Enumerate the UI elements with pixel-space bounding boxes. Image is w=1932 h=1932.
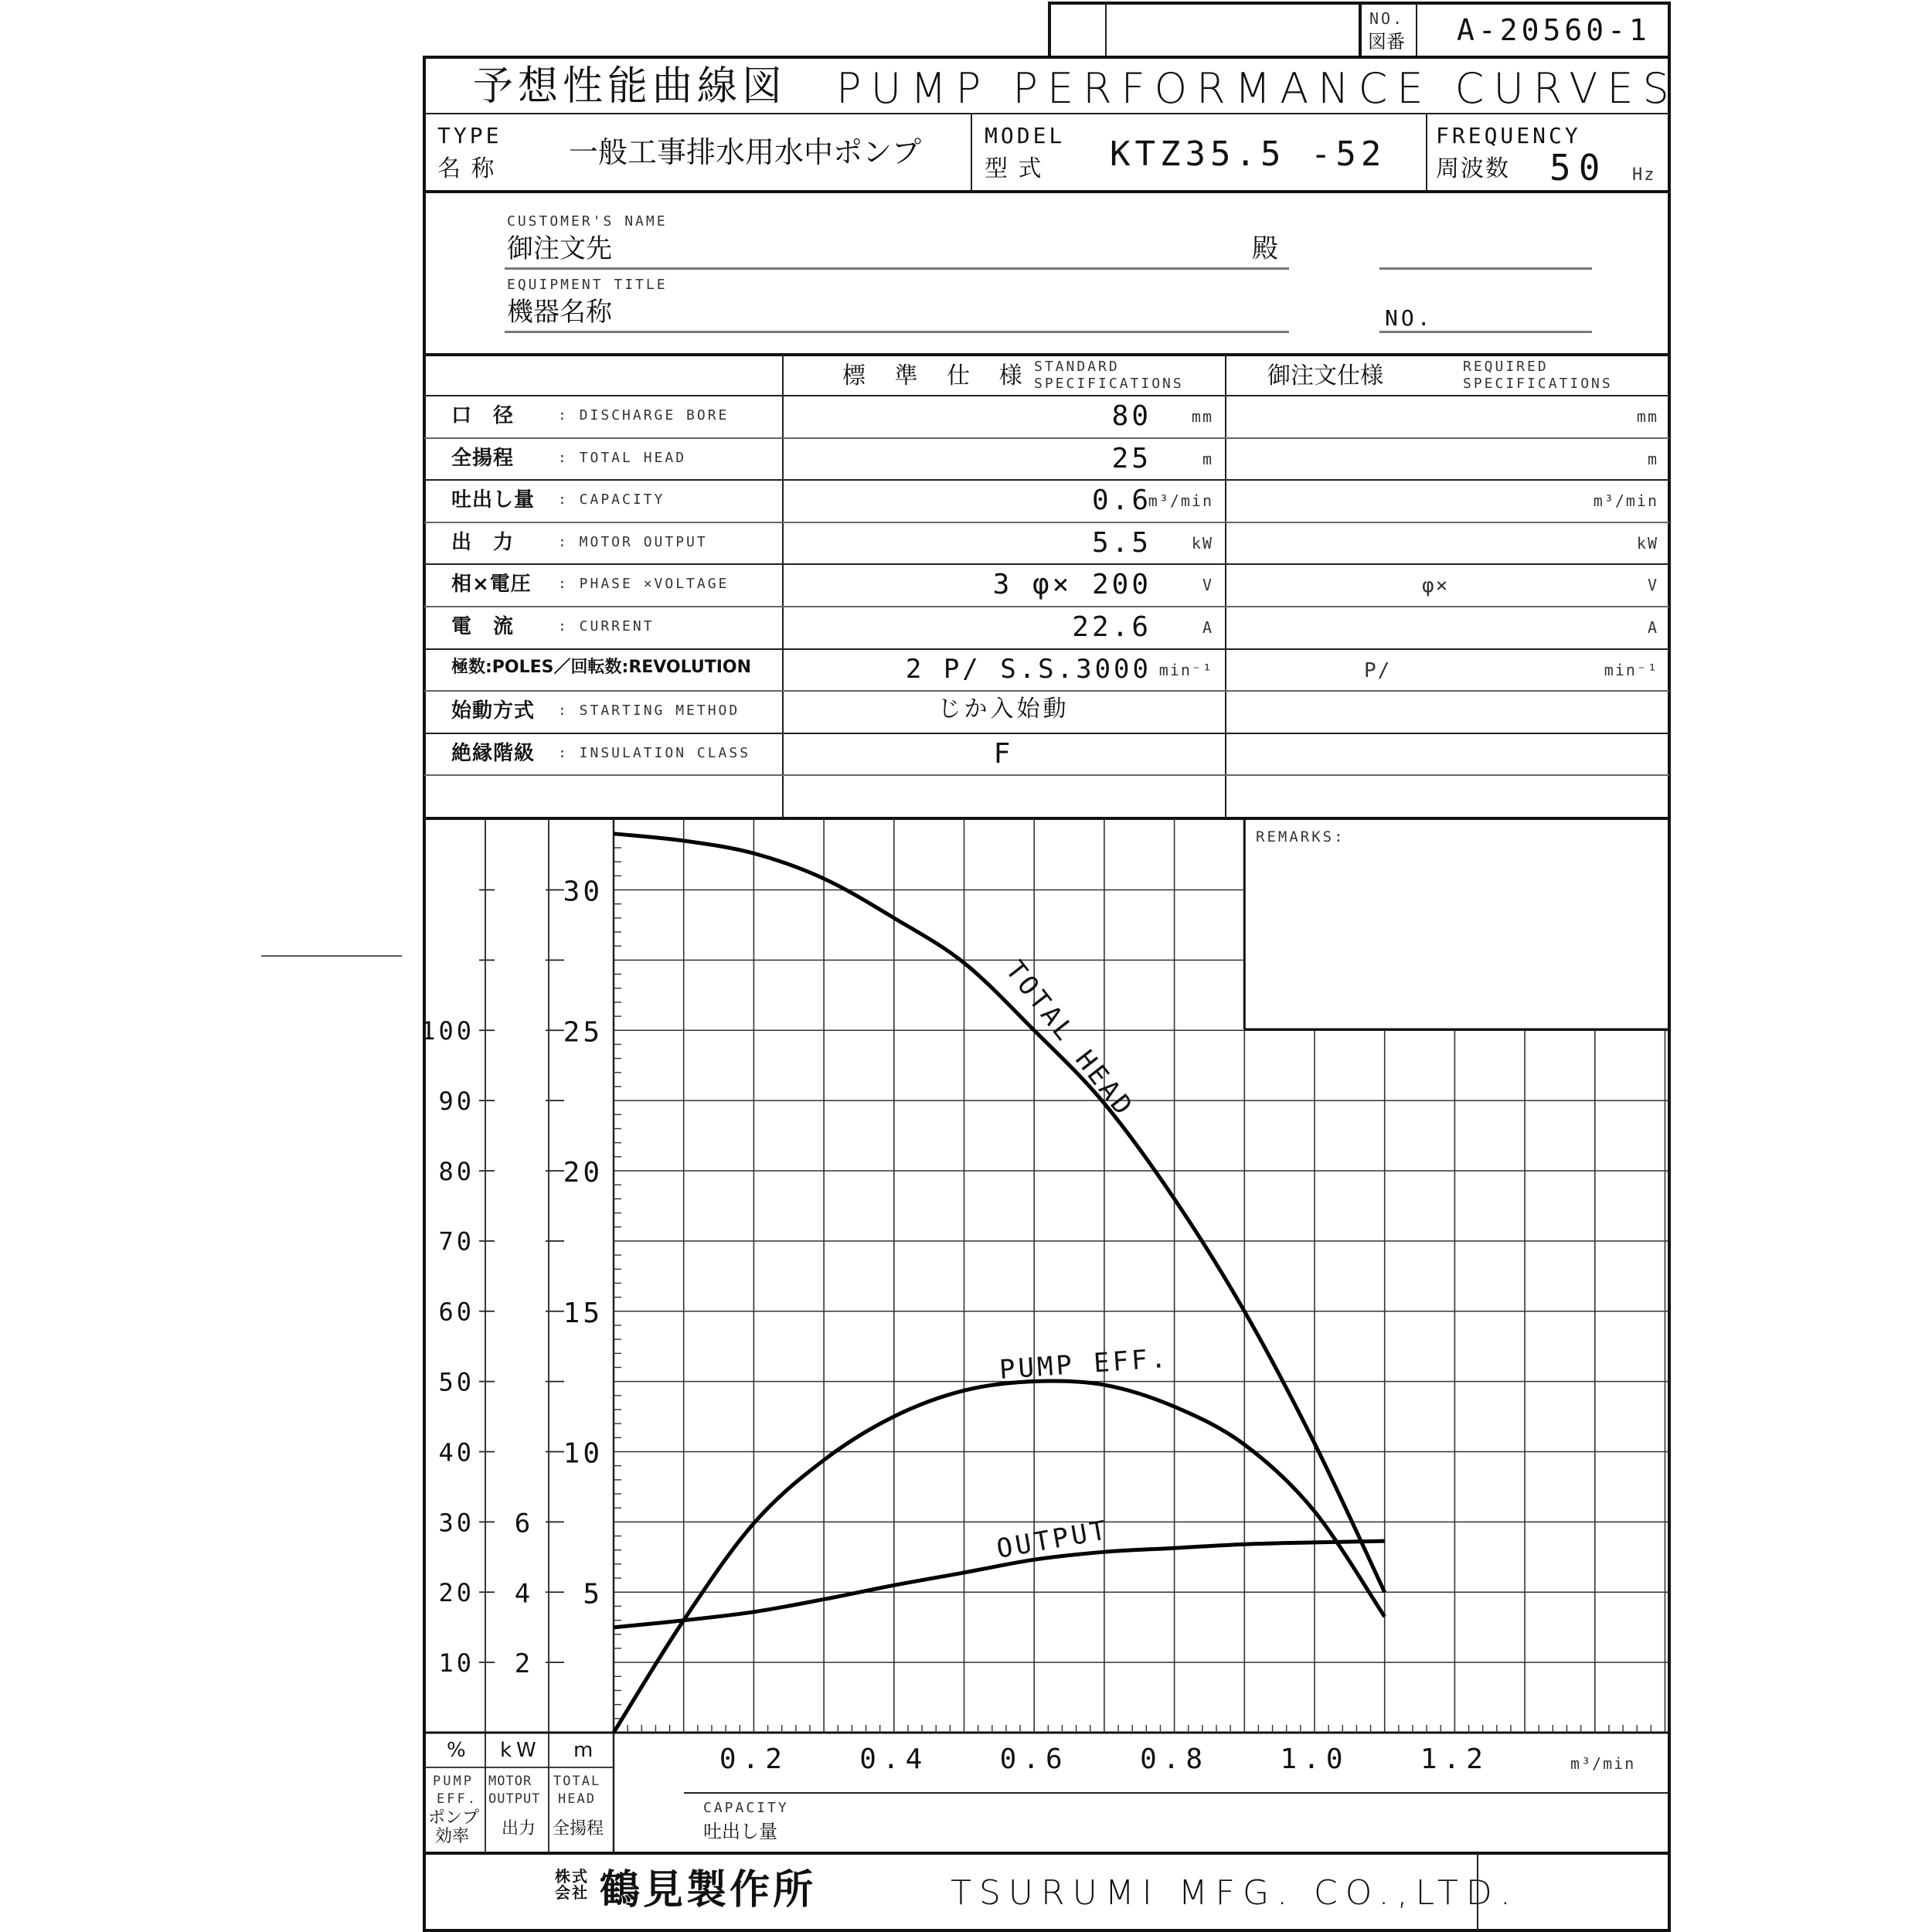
head-tick-label: 10 bbox=[563, 1437, 603, 1470]
spec-required-unit: mm bbox=[1636, 407, 1658, 426]
spec-standard-value: 0.6 bbox=[1091, 485, 1151, 517]
spec-label-en: : DISCHARGE BORE bbox=[558, 407, 730, 423]
spec-required-unit: kW bbox=[1636, 533, 1658, 553]
frequency-label-jp: 周波数 bbox=[1436, 155, 1510, 182]
spec-standard-unit: A bbox=[1202, 618, 1213, 637]
kw-label-en-2: OUTPUT bbox=[488, 1791, 541, 1807]
kw-tick-label: 6 bbox=[514, 1508, 531, 1539]
kw-label-jp: 出力 bbox=[502, 1819, 536, 1838]
spec-label-jp: 出 力 bbox=[451, 530, 515, 554]
spec-label-jp: 口 径 bbox=[451, 404, 515, 427]
spec-standard-unit: min⁻¹ bbox=[1158, 660, 1213, 679]
spec-label-jp: 相×電圧 bbox=[451, 573, 532, 597]
head-tick-label: 20 bbox=[563, 1157, 603, 1189]
frequency-label-en: FREQUENCY bbox=[1436, 123, 1581, 148]
frequency-value: 50 bbox=[1549, 147, 1608, 189]
equipment-title-label-en: EQUIPMENT TITLE bbox=[507, 277, 668, 293]
head-label-jp: 全揚程 bbox=[553, 1819, 604, 1838]
required-spec-header-en-1: REQUIRED bbox=[1463, 359, 1549, 375]
eff-tick-label: 90 bbox=[438, 1086, 474, 1116]
spec-standard-value: 2 P/ S.S.3000 bbox=[905, 653, 1151, 685]
spec-label-jp: 全揚程 bbox=[451, 446, 515, 470]
eff-tick-label: 30 bbox=[438, 1508, 474, 1538]
remarks-label: REMARKS: bbox=[1256, 828, 1345, 845]
spec-label-en: : CAPACITY bbox=[558, 492, 665, 509]
standard-spec-header-jp: 標 準 仕 様 bbox=[842, 362, 1033, 389]
equipment-no-label: NO. bbox=[1385, 305, 1434, 331]
spec-label-jp: 絶縁階級 bbox=[451, 741, 536, 765]
spec-required-unit: V bbox=[1647, 576, 1658, 595]
customer-name-label-en: CUSTOMER'S NAME bbox=[507, 213, 668, 230]
spec-standard-value: 25 bbox=[1111, 442, 1151, 474]
drawing-number-label-jp: 図番 bbox=[1368, 31, 1405, 53]
spec-label-jp: 吐出し量 bbox=[451, 488, 536, 512]
x-tick-label: 1.0 bbox=[1280, 1743, 1349, 1775]
total-head-annotation: TOTAL HEAD bbox=[998, 954, 1141, 1124]
spec-standard-value: じか入始動 bbox=[937, 696, 1070, 723]
head-label-en-1: TOTAL bbox=[553, 1774, 601, 1789]
spec-required-unit: m bbox=[1647, 449, 1658, 468]
type-label-jp: 名 称 bbox=[437, 155, 496, 182]
eff-tick-label: 100 bbox=[420, 1016, 474, 1046]
title-jp: 予想性能曲線図 bbox=[473, 63, 787, 110]
spec-required-unit: A bbox=[1647, 618, 1658, 637]
eff-tick-label: 60 bbox=[438, 1297, 474, 1327]
eff-tick-label: 10 bbox=[438, 1648, 474, 1679]
head-tick-label: 5 bbox=[583, 1578, 603, 1611]
head-label-en-2: HEAD bbox=[558, 1791, 596, 1807]
x-tick-label: 1.2 bbox=[1420, 1743, 1489, 1775]
spec-standard-value: 3 φ× 200 bbox=[992, 569, 1151, 601]
x-label-jp: 吐出し量 bbox=[703, 1821, 777, 1842]
spec-label-en: : TOTAL HEAD bbox=[558, 449, 687, 466]
eff-tick-label: 80 bbox=[438, 1156, 474, 1186]
eff-tick-label: 40 bbox=[438, 1437, 474, 1468]
spec-required-field: P/ bbox=[1364, 658, 1392, 682]
spec-label-jp: 極数:POLES／回転数:REVOLUTION bbox=[451, 657, 752, 677]
x-unit: m³/min bbox=[1570, 1754, 1636, 1773]
spec-standard-unit: V bbox=[1202, 576, 1213, 595]
pump-eff-annotation: PUMP EFF. bbox=[998, 1342, 1171, 1386]
head-unit: m bbox=[573, 1739, 594, 1762]
spec-required-field: φ× bbox=[1422, 574, 1450, 598]
company-name-en: TSURUMI MFG. CO.,LTD. bbox=[951, 1873, 1519, 1913]
kw-tick-label: 4 bbox=[514, 1578, 531, 1610]
spec-standard-unit: kW bbox=[1191, 533, 1213, 553]
spec-label-jp: 始動方式 bbox=[451, 699, 536, 723]
model-value: KTZ35.5 -52 bbox=[1110, 134, 1386, 174]
x-tick-label: 0.2 bbox=[719, 1743, 788, 1775]
spec-label-en: : STARTING METHOD bbox=[558, 702, 740, 719]
eff-tick-label: 20 bbox=[438, 1578, 474, 1608]
spec-label-en: : INSULATION CLASS bbox=[558, 744, 751, 761]
type-value: 一般工事排水用水中ポンプ bbox=[569, 135, 922, 169]
type-label-en: TYPE bbox=[437, 123, 502, 148]
total-head-curve bbox=[614, 834, 1385, 1592]
required-spec-header-jp: 御注文仕様 bbox=[1267, 362, 1383, 389]
kw-tick-label: 2 bbox=[514, 1648, 531, 1680]
eff-label-en-2: EFF. bbox=[437, 1791, 478, 1807]
spec-label-jp: 電 流 bbox=[451, 615, 515, 638]
frequency-unit: Hz bbox=[1632, 165, 1656, 185]
eff-unit: % bbox=[447, 1739, 466, 1762]
spec-standard-unit: m³/min bbox=[1148, 492, 1213, 511]
eff-label-en-1: PUMP bbox=[433, 1774, 474, 1789]
spec-required-unit: min⁻¹ bbox=[1604, 660, 1658, 679]
eff-tick-label: 70 bbox=[438, 1226, 474, 1257]
standard-spec-header-en-1: STANDARD bbox=[1034, 359, 1120, 375]
spec-standard-unit: m bbox=[1202, 449, 1213, 468]
kw-label-en-1: MOTOR bbox=[488, 1774, 532, 1789]
model-label-jp: 型 式 bbox=[985, 155, 1043, 182]
spec-standard-value: 80 bbox=[1111, 400, 1151, 432]
eff-tick-label: 50 bbox=[438, 1367, 474, 1397]
model-label-en: MODEL bbox=[985, 123, 1066, 148]
company-logo-jp: 鶴見製作所 bbox=[600, 1866, 817, 1913]
spec-label-en: : PHASE ×VOLTAGE bbox=[558, 576, 730, 593]
spec-required-unit: m³/min bbox=[1593, 492, 1658, 511]
output-annotation: OUTPUT bbox=[994, 1514, 1112, 1565]
spec-label-en: : MOTOR OUTPUT bbox=[558, 533, 708, 550]
equipment-title-label-jp: 機器名称 bbox=[507, 297, 612, 328]
spec-label-en: : CURRENT bbox=[558, 618, 655, 634]
x-label-en: CAPACITY bbox=[703, 1800, 789, 1816]
title-en: PUMP PERFORMANCE CURVES bbox=[836, 64, 1679, 113]
x-tick-label: 0.4 bbox=[859, 1743, 929, 1775]
drawing-number-label-en: NO. bbox=[1369, 9, 1405, 28]
x-tick-label: 0.8 bbox=[1140, 1743, 1209, 1775]
spec-standard-unit: mm bbox=[1191, 407, 1213, 426]
kw-unit: kW bbox=[500, 1739, 541, 1762]
head-tick-label: 25 bbox=[563, 1016, 603, 1049]
logo-small: 株式会社 bbox=[555, 1867, 589, 1902]
required-spec-header-en-2: SPECIFICATIONS bbox=[1463, 376, 1613, 392]
eff-label-jp-2: 効率 bbox=[435, 1827, 470, 1846]
spec-standard-value: 5.5 bbox=[1091, 526, 1151, 559]
standard-spec-header-en-2: SPECIFICATIONS bbox=[1034, 376, 1184, 392]
x-tick-label: 0.6 bbox=[999, 1743, 1069, 1775]
drawing-number: A-20560-1 bbox=[1457, 13, 1651, 47]
honorific: 殿 bbox=[1252, 233, 1278, 264]
customer-name-label-jp: 御注文先 bbox=[507, 233, 612, 264]
spec-standard-value: F bbox=[993, 737, 1014, 770]
eff-label-jp-1: ポンプ bbox=[428, 1808, 480, 1828]
head-tick-label: 15 bbox=[563, 1297, 603, 1329]
spec-standard-value: 22.6 bbox=[1072, 611, 1151, 643]
head-tick-label: 30 bbox=[563, 876, 603, 908]
